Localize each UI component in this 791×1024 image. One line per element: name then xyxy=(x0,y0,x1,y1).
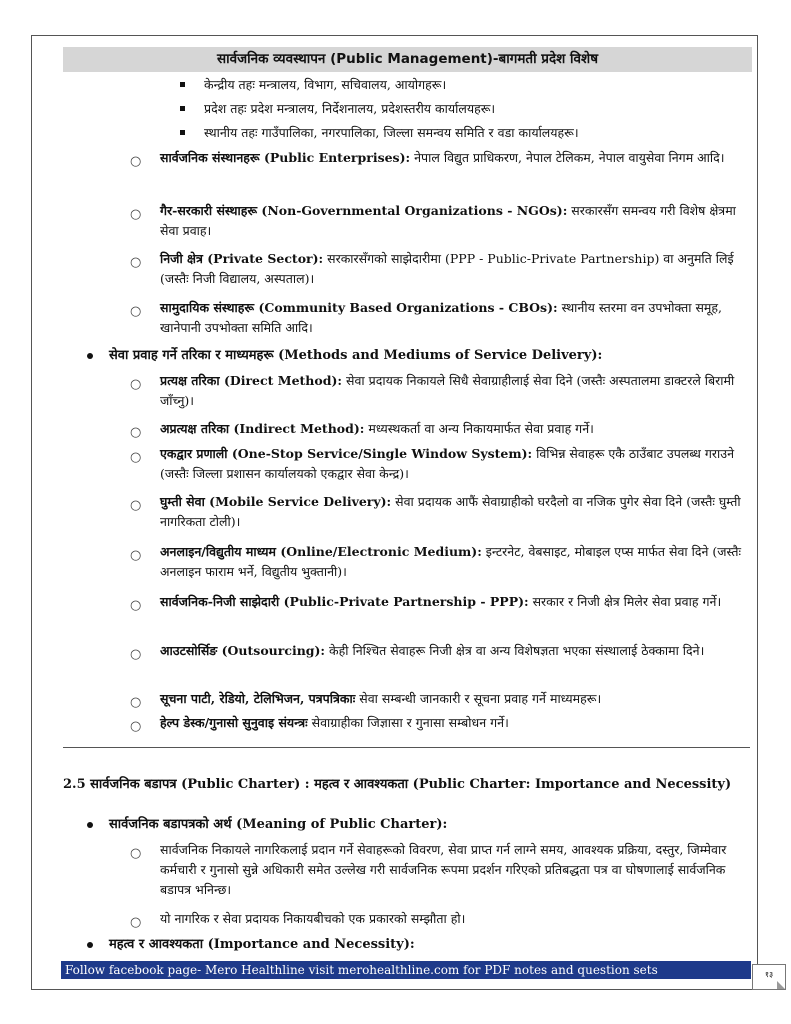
circle-bullet-icon: ○ xyxy=(130,498,142,513)
list-item: ○ सार्वजनिक संस्थानहरू (Public Enterprises): नेपाल विद्युत प्राधिकरण, नेपाल टेलिकम, नेपाल वायुसेवा निगम आदि। xyxy=(133,148,743,168)
circle-bullet-icon: ○ xyxy=(130,304,142,319)
list-item: ○ गैर-सरकारी संस्थाहरू (Non-Governmental Organizations - NGOs): सरकारसँग समन्वय गरी विशेष क्षेत्रमा सेवा प्रवाह। xyxy=(130,203,736,238)
list-item: ○ आउटसोर्सिङ (Outsourcing): केही निश्चित सेवाहरू निजी क्षेत्र वा अन्य विशेषज्ञता भएका संस्थालाई ठेक्कामा दिने। xyxy=(133,641,743,661)
list-item: ○ सूचना पाटी, रेडियो, टेलिभिजन, पत्रपत्रिकाः सेवा सम्बन्धी जानकारी र सूचना प्रवाह गर्ने माध्यमहरू। xyxy=(133,689,743,709)
list-item: ○ यो नागरिक र सेवा प्रदायक निकायबीचको एक प्रकारको सम्झौता हो। xyxy=(133,909,743,929)
circle-bullet-icon: ○ xyxy=(130,154,142,169)
square-bullet-icon xyxy=(180,130,185,135)
circle-bullet-icon: ○ xyxy=(130,377,142,392)
circle-bullet-icon: ○ xyxy=(130,647,142,662)
importance-heading: महत्व र आवश्यकता (Importance and Necessity): xyxy=(87,934,747,956)
bullet-icon xyxy=(87,353,93,359)
list-item: ○ सार्वजनिक निकायले नागरिकलाई प्रदान गर्ने सेवाहरूको विवरण, सेवा प्राप्त गर्न लाग्ने समय, आवश्यक प्रक्रिया, दस्तुर, जिम्मेवार कर्मचारी र गुनासो सुन्ने अधिकारी समेत उल्लेख गरी सार्वजनिक रूपमा प्रदर्शन गरिएको प्रतिबद्धता पत्र वा घोषणालाई सार्वजनिक बडापत्र भनिन्छ। xyxy=(130,842,727,897)
list-item: स्थानीय तहः गाउँपालिका, नगरपालिका, जिल्ला समन्वय समिति र वडा कार्यालयहरू। xyxy=(180,122,579,143)
page-number: १३ xyxy=(752,964,786,990)
list-item: ○ घुम्ती सेवा (Mobile Service Delivery): सेवा प्रदायक आफैं सेवाग्राहीको घरदैलो वा नजिक पुगेर सेवा दिने (जस्तैः घुम्ती नागरिकता टोली)। xyxy=(130,494,741,529)
page-curl-icon xyxy=(777,981,785,989)
list-item: ○ सामुदायिक संस्थाहरू (Community Based Organizations - CBOs): स्थानीय स्तरमा वन उपभोक्ता समूह, खानेपानी उपभोक्ता समिति आदि। xyxy=(130,300,723,335)
circle-bullet-icon: ○ xyxy=(130,915,142,930)
circle-bullet-icon: ○ xyxy=(130,450,142,465)
circle-bullet-icon: ○ xyxy=(130,598,142,613)
list-item: ○ अप्रत्यक्ष तरिका (Indirect Method): मध्यस्थकर्ता वा अन्य निकायमार्फत सेवा प्रवाह गर्ने। xyxy=(133,419,743,439)
list-item: ○ निजी क्षेत्र (Private Sector): सरकारसँगको साझेदारीमा (PPP - Public-Private Partnership) वा अनुमति लिई (जस्तैः निजी विद्यालय, अस्पताल)। xyxy=(130,251,734,286)
methods-heading: सेवा प्रवाह गर्ने तरिका र माध्यमहरू (Methods and Mediums of Service Delivery): xyxy=(87,345,747,367)
list-item: प्रदेश तहः प्रदेश मन्त्रालय, निर्देशनालय, प्रदेशस्तरीय कार्यालयहरू। xyxy=(180,98,579,119)
section-title: 2.5 सार्वजनिक बडापत्र (Public Charter) : महत्व र आवश्यकता (Public Charter: Importance and Necessity) xyxy=(63,777,732,792)
list-item: ○ एकद्वार प्रणाली (One-Stop Service/Single Window System): विभिन्न सेवाहरू एकै ठाउँबाट उपलब्ध गराउने (जस्तैः जिल्ला प्रशासन कार्यालयको एकद्वार सेवा केन्द्र)। xyxy=(130,446,735,481)
bullet-icon xyxy=(87,942,93,948)
page-header: सार्वजनिक व्यवस्थापन (Public Management)-बागमती प्रदेश विशेष xyxy=(63,47,752,72)
list-item: केन्द्रीय तहः मन्त्रालय, विभाग, सचिवालय, आयोगहरू। xyxy=(180,74,579,95)
list-item: ○ अनलाइन/विद्युतीय माध्यम (Online/Electronic Medium): इन्टरनेट, वेबसाइट, मोबाइल एप्स मार्फत सेवा दिने (जस्तैः अनलाइन फाराम भर्ने, विद्युतीय भुक्तानी)। xyxy=(130,544,742,579)
meaning-heading: सार्वजनिक बडापत्रको अर्थ (Meaning of Public Charter): xyxy=(87,814,747,836)
circle-bullet-icon: ○ xyxy=(130,695,142,710)
list-item: ○ सार्वजनिक-निजी साझेदारी (Public-Private Partnership - PPP): सरकार र निजी क्षेत्र मिलेर सेवा प्रवाह गर्ने। xyxy=(133,592,743,612)
section-divider xyxy=(63,747,750,748)
circle-bullet-icon: ○ xyxy=(130,255,142,270)
circle-bullet-icon: ○ xyxy=(130,846,142,861)
bullet-icon xyxy=(87,822,93,828)
circle-bullet-icon: ○ xyxy=(130,548,142,563)
circle-bullet-icon: ○ xyxy=(130,425,142,440)
square-bullet-icon xyxy=(180,106,185,111)
square-bullet-icon xyxy=(180,82,185,87)
government-levels-list xyxy=(180,74,579,146)
list-item: ○ प्रत्यक्ष तरिका (Direct Method): सेवा प्रदायक निकायले सिधै सेवाग्राहीलाई सेवा दिने (जस्तैः अस्पतालमा डाक्टरले बिरामी जाँच्नु)। xyxy=(130,373,735,408)
circle-bullet-icon: ○ xyxy=(130,719,142,734)
list-item: ○ हेल्प डेस्क/गुनासो सुनुवाइ संयन्त्रः सेवाग्राहीका जिज्ञासा र गुनासा सम्बोधन गर्ने। xyxy=(133,713,743,733)
footer-banner: Follow facebook page- Mero Healthline visit merohealthline.com for PDF notes and question sets xyxy=(61,961,751,979)
circle-bullet-icon: ○ xyxy=(130,207,142,222)
